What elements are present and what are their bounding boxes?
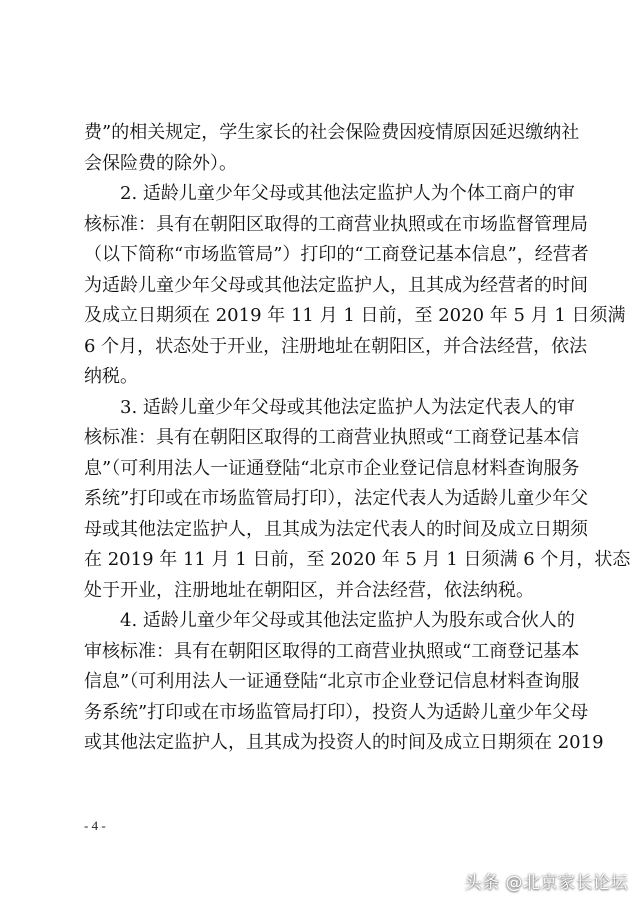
paragraph (84, 118, 580, 179)
page-number: - 4 - (84, 818, 106, 833)
text-line: 为适龄儿童少年父母或其他法定监护人，且其成为经营者的时间 (84, 274, 588, 296)
text-line: 在 2019 年 11 月 1 日前，至 2020 年 5 月 1 日须满 6 个月，状态 (84, 549, 631, 570)
paragraph (84, 393, 631, 607)
text-line: 纳税。 (84, 366, 138, 387)
text-line: 处于开业，注册地址在朝阳区，并合法经营，依法纳税。 (84, 579, 534, 601)
source-watermark: 头条 @北京家长论坛 (464, 873, 628, 893)
paragraph (84, 179, 626, 393)
text-line: 信息”（可利用法人一证通登陆“北京市企业登记信息材料查询服 (84, 671, 580, 692)
text-line: 会保险费的除外）。 (84, 152, 237, 174)
paragraph (84, 606, 604, 759)
text-line: 及成立日期须在 2019 年 11 月 1 日前，至 2020 年 5 月 1 日须满 (84, 305, 626, 326)
text-line: 务系统”打印或在市场监管局打印），投资人为适龄儿童少年父母 (84, 701, 589, 723)
text-line: 核标准：具有在朝阳区取得的工商营业执照或在市场监督管理局 (84, 213, 588, 235)
text-line: 费”的相关规定，学生家长的社会保险费因疫情原因延迟缴纳社 (84, 122, 580, 143)
document-body (84, 118, 631, 759)
text-line: 或其他法定监护人，且其成为投资人的时间及成立日期须在 2019 (84, 732, 604, 753)
text-line: （以下简称“市场监管局”）打印的“工商登记基本信息”，经营者 (84, 244, 589, 265)
text-line: 核标准：具有在朝阳区取得的工商营业执照或“工商登记基本信 (84, 427, 580, 448)
text-line: 3. 适龄儿童少年父母或其他法定监护人为法定代表人的审 (120, 396, 575, 418)
text-line: 2. 适龄儿童少年父母或其他法定监护人为个体工商户的审 (120, 183, 575, 204)
text-line: 息”（可利用法人一证通登陆“北京市企业登记信息材料查询服务 (84, 457, 580, 479)
text-line: 母或其他法定监护人，且其成为法定代表人的时间及成立日期须 (84, 518, 588, 540)
text-line: 6 个月，状态处于开业，注册地址在朝阳区，并合法经营，依法 (84, 335, 588, 357)
text-line: 4. 适龄儿童少年父母或其他法定监护人为股东或合伙人的 (120, 610, 575, 631)
text-line: 审核标准：具有在朝阳区取得的工商营业执照或“工商登记基本 (84, 640, 580, 662)
text-line: 系统”打印或在市场监管局打印），法定代表人为适龄儿童少年父 (84, 488, 589, 509)
